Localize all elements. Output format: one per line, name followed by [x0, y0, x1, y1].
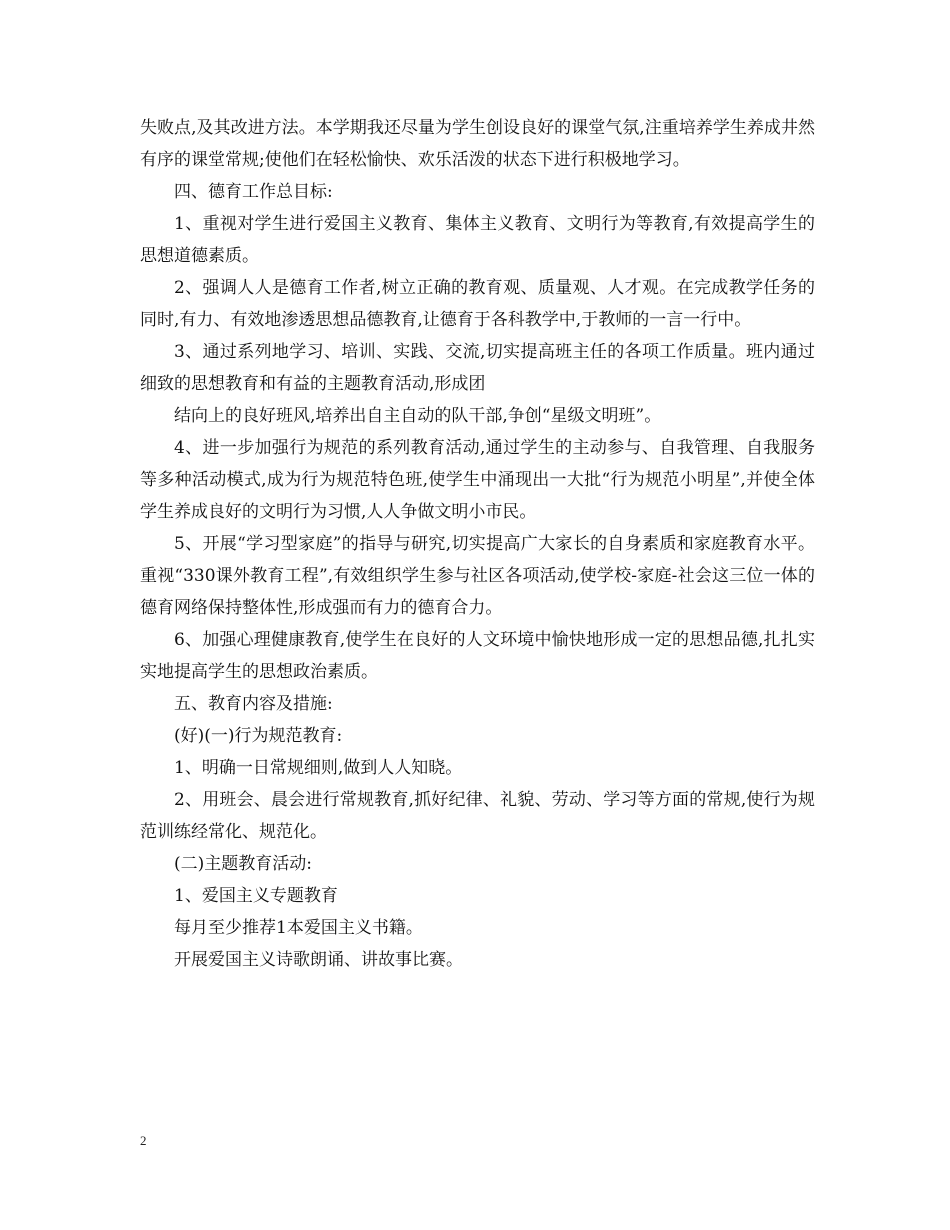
- paragraph-11: (好)(一)行为规范教育:: [174, 726, 343, 746]
- paragraph-9: 6、加强心理健康教育,使学生在良好的人文环境中愉快地形成一定的思想品德,扎扎实实地提高学生的思想政治素质。: [140, 630, 815, 682]
- page-number: 2: [140, 1133, 147, 1148]
- paragraph-16: 每月至少推荐1本爱国主义书籍。: [174, 918, 423, 938]
- paragraph-10: 五、教育内容及措施:: [174, 694, 333, 714]
- paragraph-7: 4、进一步加强行为规范的系列教育活动,通过学生的主动参与、自我管理、自我服务等多种活动模式,成为行为规范特色班,使学生中涌现出一大批“行为规范小明星”,并使全体学生养成良好的文明行为习惯,人人争做文明小市民。: [140, 438, 815, 522]
- paragraph-8: 5、开展“学习型家庭”的指导与研究,切实提高广大家长的自身素质和家庭教育水平。重视“330课外教育工程”,有效组织学生参与社区各项活动,使学校-家庭-社会这三位一体的德育网络保持整体性,形成强而有力的德育合力。: [140, 534, 815, 618]
- paragraph-15: 1、爱国主义专题教育: [174, 886, 338, 906]
- paragraph-13: 2、用班会、晨会进行常规教育,抓好纪律、礼貌、劳动、学习等方面的常规,使行为规范训练经常化、规范化。: [140, 790, 815, 842]
- paragraph-17: 开展爱国主义诗歌朗诵、讲故事比赛。: [174, 950, 463, 970]
- document-body: [140, 112, 815, 976]
- paragraph-4: 2、强调人人是德育工作者,树立正确的教育观、质量观、人才观。在完成教学任务的同时,有力、有效地渗透思想品德教育,让德育于各科教学中,于教师的一言一行中。: [140, 278, 815, 330]
- paragraph-1: 失败点,及其改进方法。本学期我还尽量为学生创设良好的课堂气氛,注重培养学生养成井然有序的课堂常规;使他们在轻松愉快、欢乐活泼的状态下进行积极地学习。: [140, 118, 815, 170]
- paragraph-6: 结向上的良好班风,培养出自主自动的队干部,争创“星级文明班”。: [174, 406, 662, 426]
- paragraph-14: (二)主题教育活动:: [174, 854, 312, 874]
- paragraph-12: 1、明确一日常规细则,做到人人知晓。: [174, 758, 463, 778]
- paragraph-3: 1、重视对学生进行爱国主义教育、集体主义教育、文明行为等教育,有效提高学生的思想道德素质。: [140, 214, 815, 266]
- paragraph-5: 3、通过系列地学习、培训、实践、交流,切实提高班主任的各项工作质量。班内通过细致的思想教育和有益的主题教育活动,形成团: [140, 342, 815, 394]
- paragraph-2: 四、德育工作总目标:: [174, 182, 333, 202]
